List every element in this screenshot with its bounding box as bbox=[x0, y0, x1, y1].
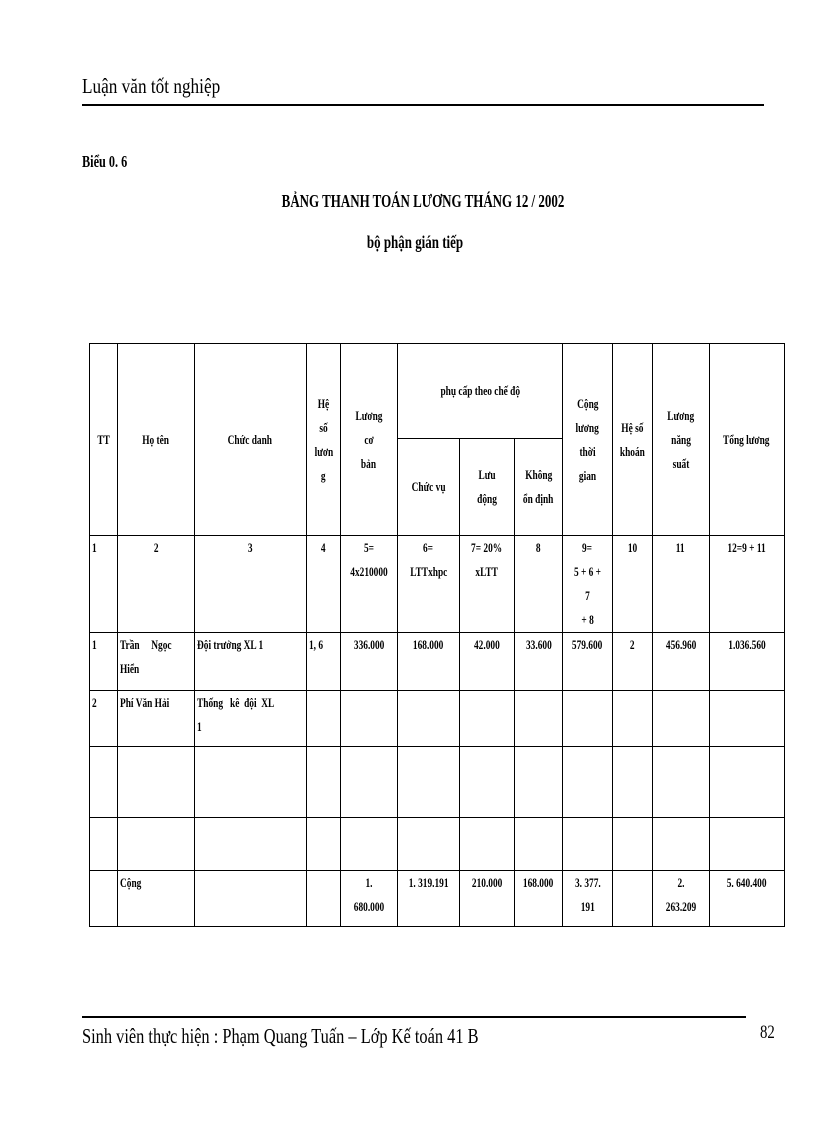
formula-cell-4: 4 bbox=[306, 536, 340, 633]
formula-cell-6: 6= LTTxhpc bbox=[397, 536, 459, 633]
row-name: Phí Văn Hải bbox=[118, 691, 195, 747]
header-productivity: Lương năng suất bbox=[652, 344, 709, 536]
row-coefficient bbox=[306, 691, 340, 747]
totals-base-salary: 1. 680.000 bbox=[340, 871, 397, 927]
formula-cell-1: 1 bbox=[90, 536, 118, 633]
header-total: Tổng lương bbox=[709, 344, 784, 536]
totals-time-salary: 3. 377. 191 bbox=[562, 871, 612, 927]
row-productivity bbox=[652, 691, 709, 747]
row-total bbox=[709, 691, 784, 747]
row-contract-coefficient bbox=[612, 691, 652, 747]
formula-row bbox=[90, 536, 785, 633]
header-rule bbox=[82, 104, 764, 106]
header-name: Họ tên bbox=[118, 344, 195, 536]
row-base-salary bbox=[340, 691, 397, 747]
formula-cell-8: 8 bbox=[514, 536, 562, 633]
totals-productivity: 2. 263.209 bbox=[652, 871, 709, 927]
payroll-table bbox=[89, 343, 785, 927]
row-coefficient: 1, 6 bbox=[306, 633, 340, 691]
header-contract-coefficient: Hệ số khoán bbox=[612, 344, 652, 536]
formula-cell-9: 9= 5 + 6 + 7 + 8 bbox=[562, 536, 612, 633]
formula-cell-5: 5= 4x210000 bbox=[340, 536, 397, 633]
formula-cell-12: 12=9 + 11 bbox=[709, 536, 784, 633]
row-productivity: 456.960 bbox=[652, 633, 709, 691]
running-header-title: Luận văn tốt nghiệp bbox=[82, 74, 221, 98]
footer-author: Sinh viên thực hiện : Phạm Quang Tuấn – Lớp Kế toán 41 B bbox=[82, 1024, 479, 1048]
row-contract-coefficient: 2 bbox=[612, 633, 652, 691]
row-allowance-unstable: 33.600 bbox=[514, 633, 562, 691]
row-allowance-mobile bbox=[459, 691, 514, 747]
totals-label: Cộng bbox=[118, 871, 195, 927]
row-position: Thống kê đội XL 1 bbox=[194, 691, 306, 747]
formula-cell-11: 11 bbox=[652, 536, 709, 633]
totals-row bbox=[90, 871, 785, 927]
row-time-salary: 579.600 bbox=[562, 633, 612, 691]
header-allowance-unstable: Không ổn định bbox=[514, 439, 562, 536]
row-position: Đội trưởng XL 1 bbox=[194, 633, 306, 691]
formula-cell-2: 2 bbox=[118, 536, 195, 633]
footer-rule bbox=[82, 1016, 746, 1018]
totals-allowance-unstable: 168.000 bbox=[514, 871, 562, 927]
row-time-salary bbox=[562, 691, 612, 747]
document-label: Biểu 0. 6 bbox=[82, 152, 128, 171]
header-allowance-mobile: Lưu động bbox=[459, 439, 514, 536]
row-base-salary: 336.000 bbox=[340, 633, 397, 691]
table-row bbox=[90, 691, 785, 747]
header-coefficient: Hệ số lươn g bbox=[306, 344, 340, 536]
row-total: 1.036.560 bbox=[709, 633, 784, 691]
header-row-top bbox=[90, 344, 785, 439]
empty-row bbox=[90, 818, 785, 871]
row-allowance-mobile: 42.000 bbox=[459, 633, 514, 691]
totals-total: 5. 640.400 bbox=[709, 871, 784, 927]
totals-allowance-position: 1. 319.191 bbox=[397, 871, 459, 927]
row-allowance-position: 168.000 bbox=[397, 633, 459, 691]
row-tt: 2 bbox=[90, 691, 118, 747]
row-allowance-unstable bbox=[514, 691, 562, 747]
row-name: Trần Ngọc Hiển bbox=[118, 633, 195, 691]
document-title: BẢNG THANH TOÁN LƯƠNG THÁNG 12 / 2002 bbox=[281, 191, 565, 211]
header-allowance-group: phụ cấp theo chế độ bbox=[397, 344, 562, 439]
totals-allowance-mobile: 210.000 bbox=[459, 871, 514, 927]
header-tt: TT bbox=[90, 344, 118, 536]
formula-cell-7: 7= 20% xLTT bbox=[459, 536, 514, 633]
formula-cell-10: 10 bbox=[612, 536, 652, 633]
formula-cell-3: 3 bbox=[194, 536, 306, 633]
header-allowance-position: Chức vụ bbox=[397, 439, 459, 536]
header-time-salary: Cộng lương thời gian bbox=[562, 344, 612, 536]
row-allowance-position bbox=[397, 691, 459, 747]
document-subtitle: bộ phận gián tiếp bbox=[366, 232, 464, 252]
page-number: 82 bbox=[760, 1022, 775, 1043]
empty-row bbox=[90, 747, 785, 818]
table-row bbox=[90, 633, 785, 691]
header-position: Chức danh bbox=[194, 344, 306, 536]
header-base-salary: Lương cơ bản bbox=[340, 344, 397, 536]
row-tt: 1 bbox=[90, 633, 118, 691]
